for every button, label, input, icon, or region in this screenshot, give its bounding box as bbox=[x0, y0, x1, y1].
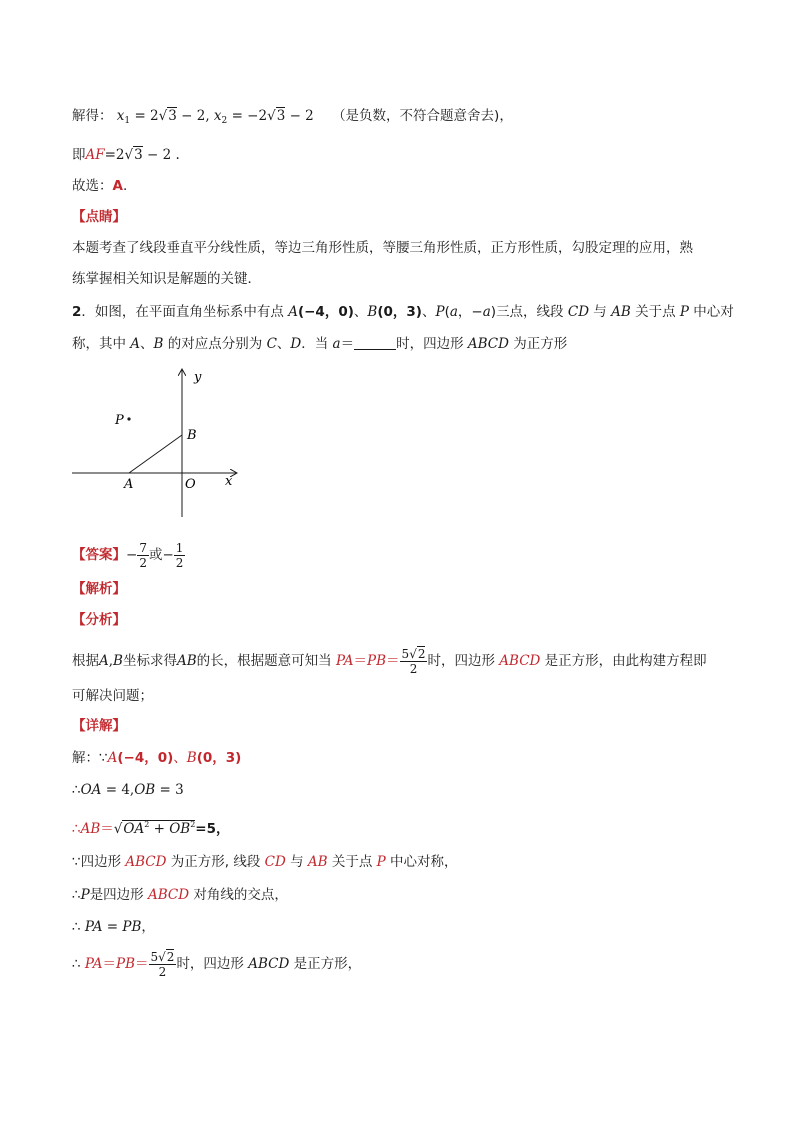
detail-step-1: 解：∵A(−4，0)、B(0，3) bbox=[72, 750, 242, 766]
x-axis-label: x bbox=[225, 474, 233, 489]
fraction-7-2: $\frac{7}{2}$ bbox=[139, 540, 147, 570]
segment-ab bbox=[129, 435, 182, 473]
detail-step-3: $\therefore AB=√OA^2 + OB^2=5$， bbox=[72, 820, 230, 837]
origin-label: O bbox=[185, 477, 196, 492]
solution-choice-line: 故选：A. bbox=[72, 178, 128, 194]
detail-step-5: ∴P是四边形 ABCD 对角线的交点， bbox=[72, 887, 288, 903]
question-line-1: 2．如图，在平面直角坐标系中有点 A(−4，0)、B(0，3)、P(a，−a)三点，线段 CD 与 AB 关于点 P 中心对 bbox=[72, 304, 734, 320]
coordinate-figure bbox=[72, 365, 247, 520]
point-b-label: B bbox=[187, 428, 197, 443]
y-axis-label: y bbox=[194, 370, 202, 385]
fraction-5root2-2: $\frac{5√2}{2}$ bbox=[401, 646, 426, 676]
detail-step-6: ∴ PA = PB， bbox=[72, 919, 155, 935]
detail-step-4: ∵四边形 ABCD 为正方形, 线段 CD 与 AB 关于点 P 中心对称， bbox=[72, 854, 458, 870]
point-a-label: A bbox=[124, 477, 134, 492]
solution-af-line: 即AF=2√3 − 2 . bbox=[72, 147, 180, 163]
detail-step-2: ∴OA = 4,OB = 3 bbox=[72, 782, 184, 798]
analysis-line-2: 可解决问题； bbox=[72, 688, 153, 704]
question-line-2: 称，其中 A、B 的对应点分别为 C、D．当 a＝ 时，四边形 ABCD 为正方形 bbox=[72, 336, 568, 352]
answer-line: 【答案】− $\frac{7}{2}$ 或− $\frac{1}{2}$ bbox=[72, 540, 184, 570]
comment-heading: 【点睛】 bbox=[72, 209, 126, 225]
fraction-5root2-2-detail: $\frac{5√2}{2}$ bbox=[150, 949, 175, 979]
analysis-line-1: 根据A,B坐标求得AB的长，根据题意可知当 PA＝PB＝ $\frac{5√2}{2}$ 时，四边形 ABCD 是正方形，由此构建方程即 bbox=[72, 646, 707, 676]
point-p-label: P bbox=[115, 413, 124, 428]
fraction-1-2: $\frac{1}{2}$ bbox=[175, 540, 184, 570]
detail-step-7: ∴ PA＝PB＝ $\frac{5√2}{2}$ 时，四边形 ABCD 是正方形， bbox=[72, 949, 362, 979]
comment-line-2: 练掌握相关知识是解题的关键． bbox=[72, 271, 261, 287]
point-p bbox=[127, 417, 130, 420]
solution-roots-line: 解得： $x_1 = 2√3 - 2$, $x_2 = -2√3 - 2$ （是负数，不符合题意舍去)， bbox=[72, 108, 513, 126]
breakdown-heading: 【分析】 bbox=[72, 612, 126, 628]
detail-heading: 【详解】 bbox=[72, 718, 126, 734]
analysis-heading: 【解析】 bbox=[72, 581, 126, 597]
answer-blank bbox=[354, 335, 396, 350]
comment-line-1: 本题考查了线段垂直平分线性质，等边三角形性质，等腰三角形性质，正方形性质，勾股定理的应用，熟 bbox=[72, 240, 693, 256]
